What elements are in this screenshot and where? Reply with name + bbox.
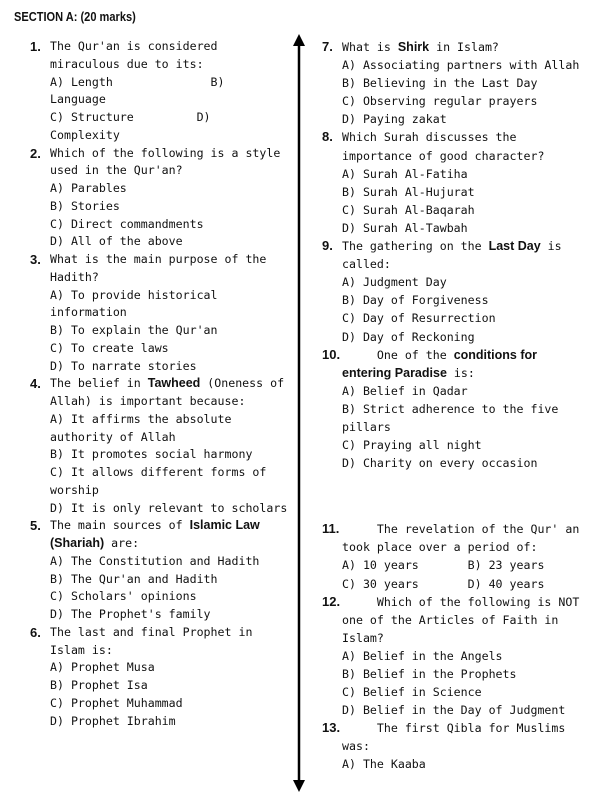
text-segment: B) Day of Forgiveness bbox=[342, 293, 489, 308]
text-segment: B) It promotes social harmony bbox=[50, 447, 253, 462]
question-line bbox=[30, 500, 292, 518]
text-segment: C) 30 years D) 40 years bbox=[342, 576, 545, 591]
text-segment: B) Belief in the Prophets bbox=[342, 667, 517, 681]
question-text bbox=[30, 517, 292, 535]
question-12 bbox=[322, 593, 607, 720]
question-line bbox=[322, 454, 607, 472]
question-number: 5. bbox=[30, 518, 41, 534]
text-segment: The main sources of bbox=[50, 518, 190, 533]
text-segment: C) Belief in Science bbox=[342, 685, 482, 700]
text-segment: D) Surah Al-Tawbah bbox=[342, 220, 468, 235]
question-text bbox=[30, 375, 292, 393]
text-segment: Allah) is important because: bbox=[50, 394, 246, 408]
question-line bbox=[30, 482, 292, 500]
question-text bbox=[30, 145, 292, 163]
question-number: 6. bbox=[30, 624, 41, 640]
question-text bbox=[30, 251, 292, 269]
question-line bbox=[30, 464, 292, 482]
text-segment: A) The Constitution and Hadith bbox=[50, 553, 260, 568]
question-line bbox=[322, 418, 607, 436]
question-text bbox=[322, 593, 607, 611]
text-segment: D) The Prophet's family bbox=[50, 607, 211, 621]
text-segment: A) To provide historical bbox=[50, 287, 218, 302]
question-line bbox=[322, 629, 607, 647]
question-line bbox=[322, 382, 607, 400]
question-number: 1. bbox=[30, 39, 41, 54]
question-line bbox=[322, 556, 607, 574]
question-5 bbox=[30, 517, 292, 624]
text-segment: one of the Articles of Faith in bbox=[342, 612, 559, 627]
text-segment: C) Day of Resurrection bbox=[342, 311, 496, 326]
bold-term: Shirk bbox=[397, 40, 430, 54]
section-title: SECTION A: (20 marks) bbox=[14, 9, 136, 24]
text-segment: One of the bbox=[342, 347, 454, 362]
text-segment: took place over a period of: bbox=[342, 540, 538, 555]
question-number: 7. bbox=[322, 39, 333, 54]
text-segment: A) Length B) bbox=[50, 74, 225, 89]
text-segment: C) Direct commandments bbox=[50, 216, 204, 231]
question-line bbox=[322, 611, 607, 629]
question-3 bbox=[30, 251, 292, 375]
text-segment: A) Prophet Musa bbox=[50, 660, 155, 675]
text-segment: D) Charity on every occasion bbox=[342, 456, 538, 471]
question-line bbox=[30, 127, 292, 145]
text-segment: miraculous due to its: bbox=[50, 56, 204, 71]
bold-term: Tawheed bbox=[147, 376, 201, 391]
question-line bbox=[30, 446, 292, 464]
question-line bbox=[30, 713, 292, 731]
question-line bbox=[30, 340, 292, 358]
text-segment: C) Structure D) bbox=[50, 110, 211, 124]
question-number: 10. bbox=[322, 346, 341, 362]
text-segment: D) Prophet Ibrahim bbox=[50, 713, 176, 728]
text-segment: Islam is: bbox=[50, 642, 113, 657]
text-segment: C) It allows different forms of bbox=[50, 465, 267, 479]
text-segment: D) It is only relevant to scholars bbox=[50, 500, 288, 515]
text-segment: D) Paying zakat bbox=[342, 112, 447, 127]
question-7 bbox=[322, 38, 607, 128]
question-1 bbox=[30, 38, 292, 145]
question-line bbox=[322, 328, 607, 346]
question-text bbox=[322, 520, 607, 538]
bold-term: entering Paradise bbox=[342, 365, 447, 380]
question-line bbox=[30, 606, 292, 624]
question-text bbox=[322, 237, 607, 255]
question-6 bbox=[30, 624, 292, 731]
question-line bbox=[322, 701, 607, 719]
question-line bbox=[322, 92, 607, 110]
text-segment: The belief in bbox=[50, 376, 148, 391]
text-segment: The first Qibla for Muslims bbox=[342, 721, 566, 736]
question-line bbox=[30, 429, 292, 447]
text-segment: Islam? bbox=[342, 630, 384, 645]
text-segment: B) Stories bbox=[50, 198, 120, 213]
text-segment: in Islam? bbox=[429, 40, 499, 54]
question-line bbox=[322, 110, 607, 128]
text-segment: The last and final Prophet in bbox=[50, 624, 253, 639]
text-segment: C) Scholars' opinions bbox=[50, 589, 197, 604]
question-line bbox=[30, 411, 292, 429]
text-segment: A) Belief in the Angels bbox=[342, 648, 503, 663]
text-segment: worship bbox=[50, 482, 99, 497]
text-segment: A) Judgment Day bbox=[342, 275, 447, 290]
question-number: 11. bbox=[322, 521, 340, 537]
question-line bbox=[30, 571, 292, 589]
question-line bbox=[30, 322, 292, 340]
question-line bbox=[322, 309, 607, 327]
text-segment: A) It affirms the absolute bbox=[50, 411, 232, 426]
question-line bbox=[30, 233, 292, 251]
bold-term: Islamic Law bbox=[189, 518, 260, 533]
text-segment: Complexity bbox=[50, 127, 120, 142]
text-segment: D) To narrate stories bbox=[50, 358, 197, 373]
right-column bbox=[322, 38, 607, 774]
question-line bbox=[322, 538, 607, 556]
text-segment: C) Surah Al-Baqarah bbox=[342, 202, 475, 217]
text-segment: Which Surah discusses the bbox=[342, 130, 517, 145]
text-segment: A) 10 years B) 23 years bbox=[342, 558, 545, 573]
text-segment: is bbox=[540, 239, 562, 254]
question-line bbox=[30, 269, 292, 287]
question-line bbox=[30, 535, 292, 553]
text-segment: Which of the following is a style bbox=[50, 145, 281, 160]
double-arrow-divider bbox=[292, 34, 306, 792]
question-number: 13. bbox=[322, 720, 341, 736]
question-line bbox=[30, 553, 292, 571]
question-line bbox=[30, 91, 292, 109]
text-segment: B) The Qur'an and Hadith bbox=[50, 571, 218, 586]
question-line bbox=[322, 436, 607, 454]
question-9 bbox=[322, 237, 607, 346]
text-segment: C) Observing regular prayers bbox=[342, 94, 538, 109]
question-2 bbox=[30, 145, 292, 252]
question-line bbox=[322, 56, 607, 74]
question-line bbox=[322, 575, 607, 593]
text-segment: The revelation of the Qur' an bbox=[342, 522, 580, 537]
question-text bbox=[322, 346, 607, 364]
bold-term: conditions for bbox=[453, 347, 538, 362]
question-text bbox=[30, 624, 292, 642]
question-line bbox=[322, 291, 607, 309]
text-segment: A) Surah Al-Fatiha bbox=[342, 166, 468, 181]
text-segment: What is bbox=[342, 40, 398, 54]
question-line bbox=[322, 165, 607, 183]
bold-term: Last Day bbox=[488, 239, 541, 254]
question-line bbox=[322, 147, 607, 165]
question-number: 4. bbox=[30, 376, 41, 392]
text-segment: is: bbox=[446, 365, 475, 380]
question-13 bbox=[322, 719, 607, 773]
question-4 bbox=[30, 375, 292, 517]
question-text bbox=[322, 128, 607, 146]
text-segment: D) Day of Reckoning bbox=[342, 329, 475, 344]
question-number: 3. bbox=[30, 252, 41, 267]
text-segment: The gathering on the bbox=[342, 239, 489, 254]
question-line bbox=[322, 683, 607, 701]
text-segment: called: bbox=[342, 257, 391, 272]
question-text bbox=[30, 38, 292, 56]
text-segment: C) Praying all night bbox=[342, 438, 482, 453]
text-segment: Hadith? bbox=[50, 269, 99, 284]
question-text bbox=[322, 719, 607, 737]
question-line bbox=[322, 400, 607, 418]
text-segment: D) All of the above bbox=[50, 234, 183, 249]
question-line bbox=[30, 304, 292, 322]
text-segment: D) Belief in the Day of Judgment bbox=[342, 703, 566, 718]
text-segment: was: bbox=[342, 739, 370, 754]
question-line bbox=[322, 737, 607, 755]
text-segment: B) To explain the Qur'an bbox=[50, 323, 218, 337]
text-segment: pillars bbox=[342, 419, 391, 434]
question-line bbox=[322, 74, 607, 92]
text-segment: are: bbox=[104, 536, 140, 550]
question-line bbox=[30, 56, 292, 74]
text-segment: A) Belief in Qadar bbox=[342, 383, 468, 398]
question-8 bbox=[322, 128, 607, 237]
question-line bbox=[322, 273, 607, 291]
text-segment: Language bbox=[50, 92, 106, 107]
text-segment: B) Believing in the Last Day bbox=[342, 76, 538, 91]
text-segment: B) Surah Al-Hujurat bbox=[342, 184, 475, 199]
question-line bbox=[30, 287, 292, 305]
question-line bbox=[30, 588, 292, 606]
text-segment: What is the main purpose of the bbox=[50, 252, 267, 266]
text-segment: B) Prophet Isa bbox=[50, 678, 148, 692]
question-line bbox=[322, 183, 607, 201]
question-line bbox=[30, 216, 292, 234]
text-segment: authority of Allah bbox=[50, 429, 176, 444]
question-line bbox=[30, 393, 292, 411]
question-10 bbox=[322, 346, 607, 473]
text-segment: Which of the following is NOT bbox=[342, 594, 580, 609]
question-line bbox=[30, 198, 292, 216]
question-line bbox=[30, 162, 292, 180]
text-segment: C) Prophet Muhammad bbox=[50, 695, 183, 710]
question-line bbox=[30, 677, 292, 695]
question-number: 8. bbox=[322, 129, 333, 145]
question-line bbox=[30, 109, 292, 127]
question-line bbox=[322, 364, 607, 382]
text-segment: A) Parables bbox=[50, 181, 127, 195]
question-line bbox=[30, 74, 292, 92]
question-line bbox=[30, 695, 292, 713]
question-text bbox=[322, 38, 607, 56]
text-segment: C) To create laws bbox=[50, 340, 169, 355]
question-line bbox=[322, 665, 607, 683]
question-line bbox=[322, 755, 607, 773]
question-line bbox=[322, 255, 607, 273]
text-segment: A) The Kaaba bbox=[342, 757, 426, 772]
question-line bbox=[30, 180, 292, 198]
question-line bbox=[30, 659, 292, 677]
question-line bbox=[30, 642, 292, 660]
left-column bbox=[30, 38, 292, 730]
spacer bbox=[322, 472, 607, 520]
question-11 bbox=[322, 520, 607, 592]
text-segment: B) Strict adherence to the five bbox=[342, 401, 559, 416]
question-number: 9. bbox=[322, 238, 333, 254]
question-number: 2. bbox=[30, 145, 41, 161]
question-line bbox=[322, 201, 607, 219]
text-segment: (Oneness of bbox=[200, 376, 285, 391]
text-segment: The Qur'an is considered bbox=[50, 39, 218, 53]
question-number: 12. bbox=[322, 593, 341, 609]
text-segment: information bbox=[50, 305, 127, 320]
question-line bbox=[322, 219, 607, 237]
bold-term: (Shariah) bbox=[50, 536, 105, 550]
question-line bbox=[322, 647, 607, 665]
question-line bbox=[30, 358, 292, 376]
text-segment: importance of good character? bbox=[342, 148, 545, 163]
text-segment: used in the Qur'an? bbox=[50, 163, 183, 178]
text-segment: A) Associating partners with Allah bbox=[342, 58, 580, 73]
